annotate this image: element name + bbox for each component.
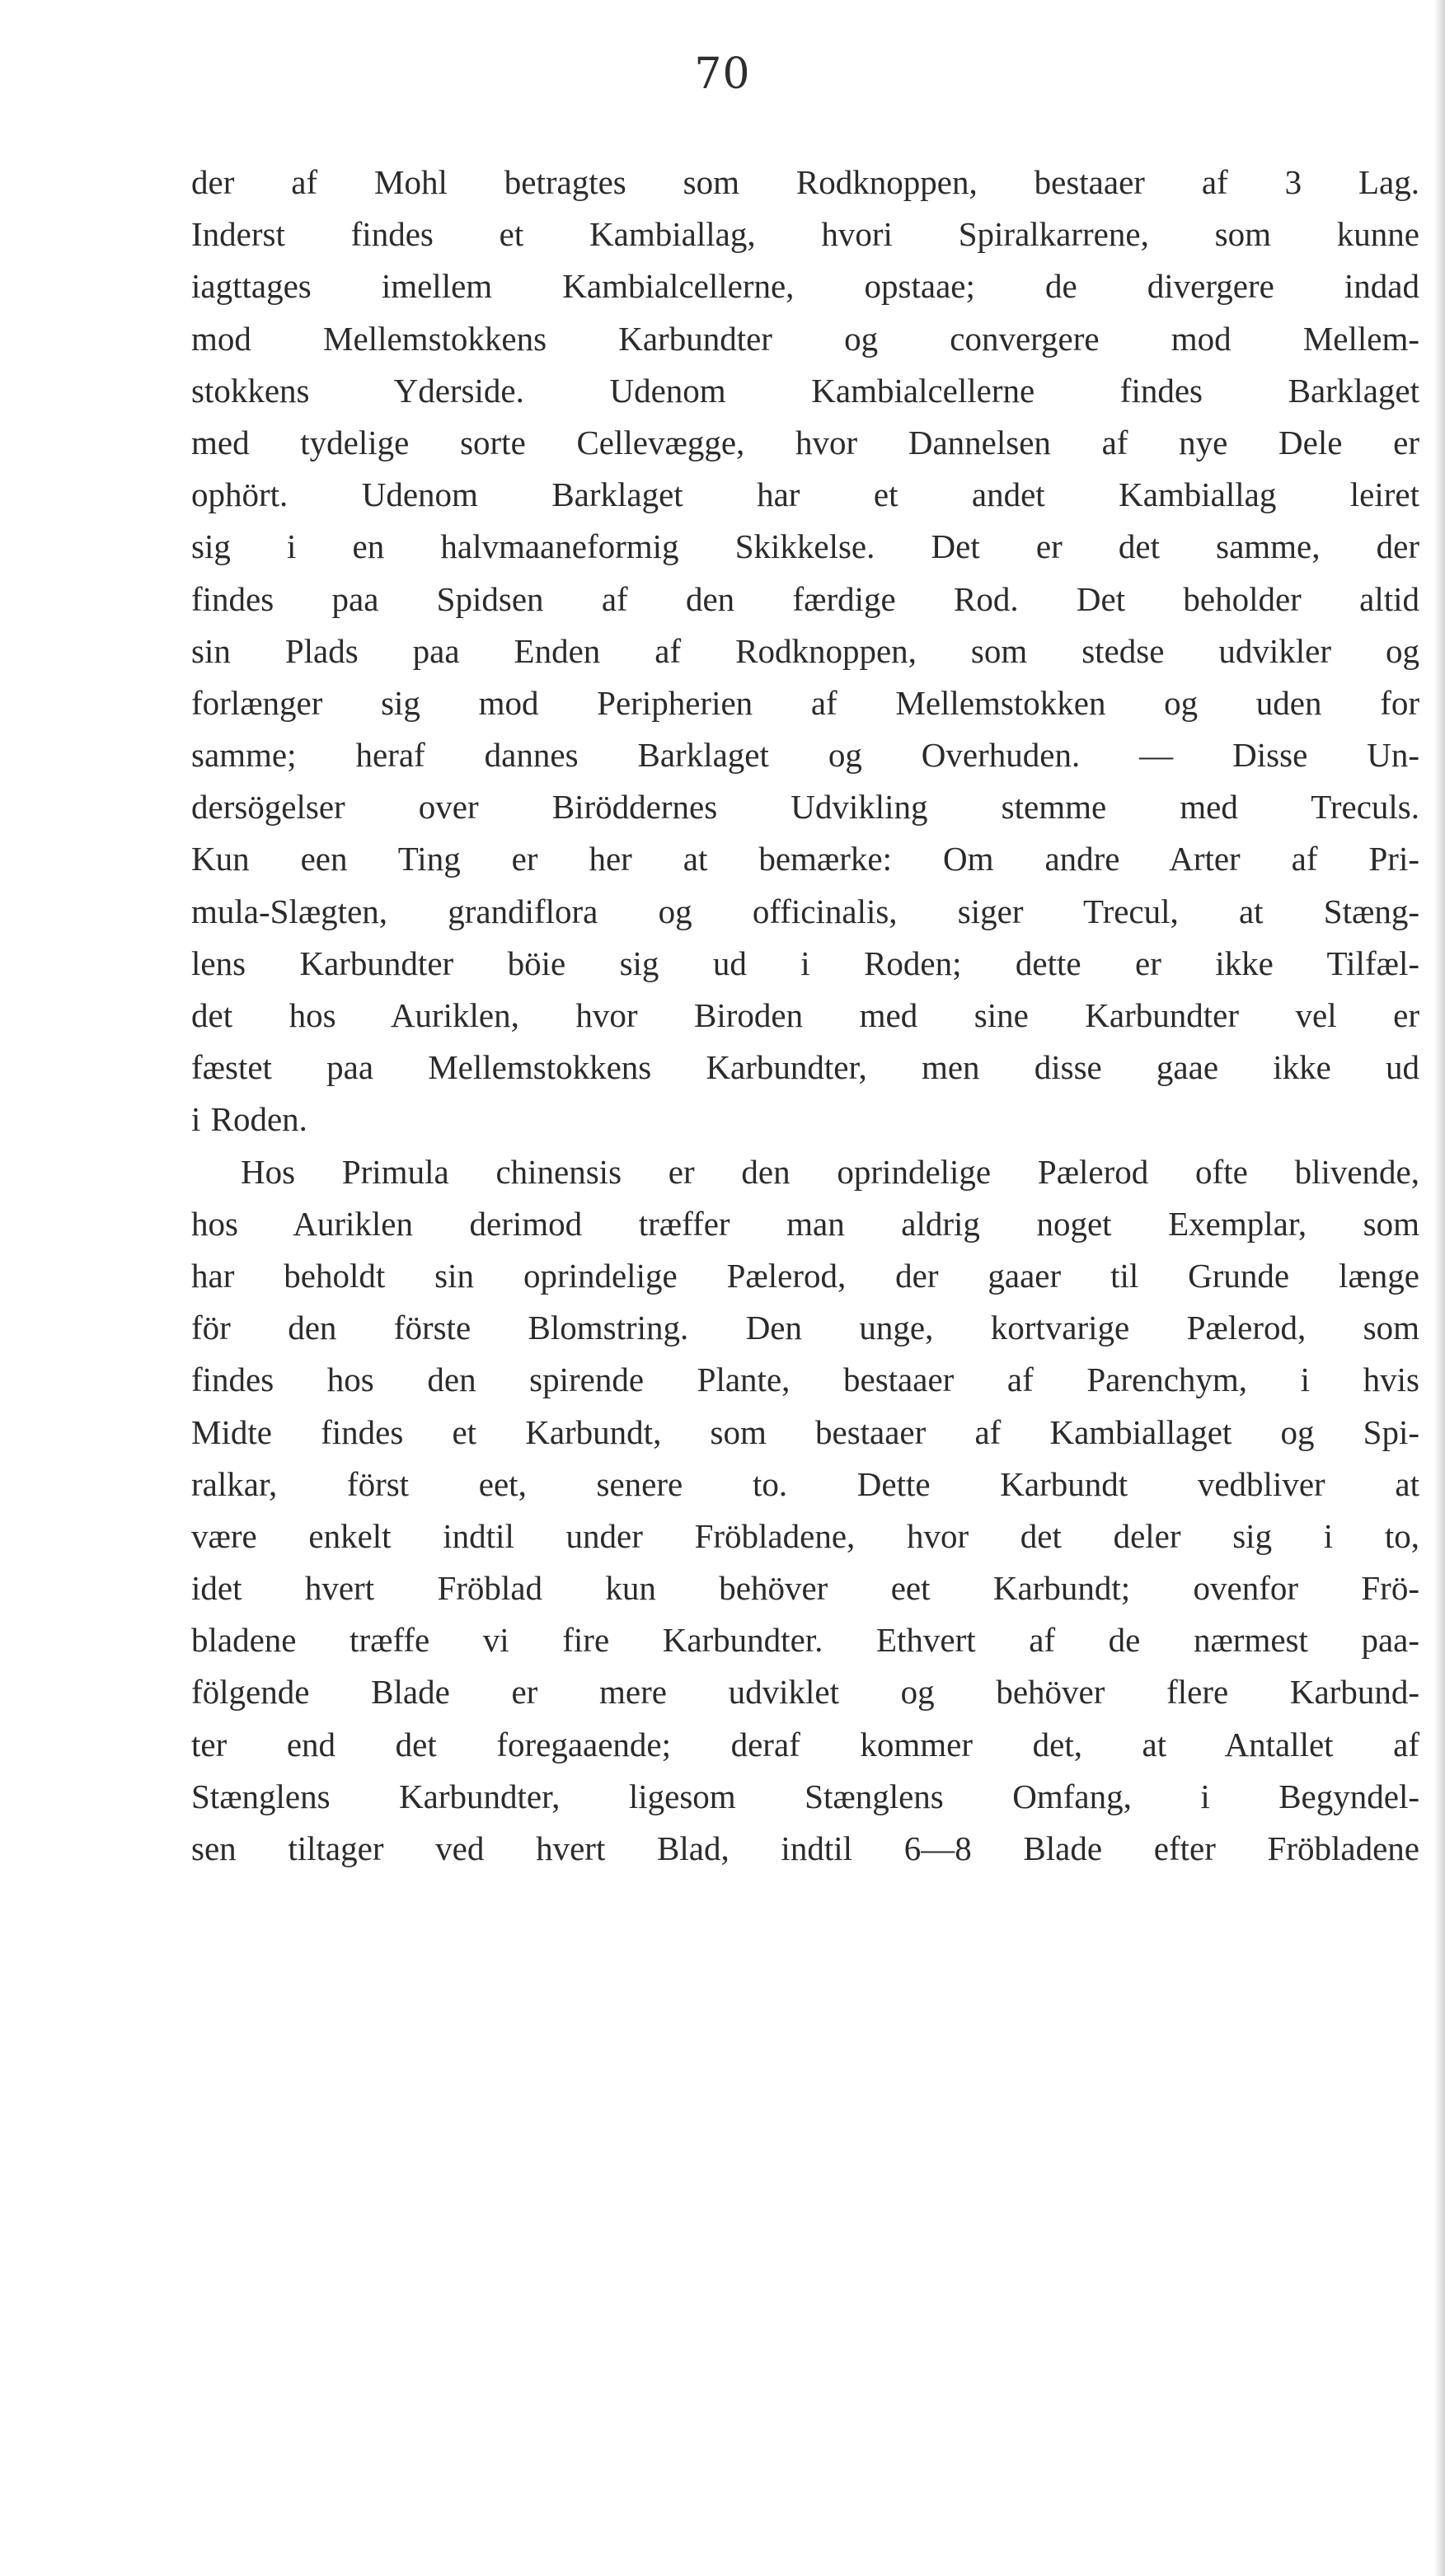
text-line: har beholdt sin oprindelige Pælerod, der gaaer til Grunde længe xyxy=(191,1256,1419,1295)
body-text xyxy=(191,157,1419,1875)
text-line: iagttages imellem Kambialcellerne, opstaae; de divergere indad xyxy=(191,267,1419,306)
text-line: findes hos den spirende Plante, bestaaer af Parenchym, i hvis xyxy=(191,1361,1419,1399)
page-edge-shadow xyxy=(1433,0,1445,2576)
text-line: stokkens Yderside. Udenom Kambialcellerne findes Barklaget xyxy=(191,371,1419,410)
text-line: samme; heraf dannes Barklaget og Overhuden. — Disse Un- xyxy=(191,736,1419,775)
text-line: ter end det foregaaende; deraf kommer det, at Antallet af xyxy=(191,1725,1419,1763)
text-line: för den förste Blomstring. Den unge, kortvarige Pælerod, som xyxy=(191,1309,1419,1347)
text-line: der af Mohl betragtes som Rodknoppen, bestaaer af 3 Lag. xyxy=(191,163,1419,201)
text-line: hos Auriklen derimod træffer man aldrig noget Exemplar, som xyxy=(191,1204,1419,1243)
text-line: findes paa Spidsen af den færdige Rod. Det beholder altid xyxy=(191,579,1419,618)
text-line: bladene træffe vi fire Karbundter. Ethvert af de nærmest paa- xyxy=(191,1621,1419,1660)
text-line: være enkelt indtil under Fröbladene, hvor det deler sig i to, xyxy=(191,1516,1419,1555)
text-line: ralkar, först eet, senere to. Dette Karbundt vedbliver at xyxy=(191,1464,1419,1503)
text-line: Inderst findes et Kambiallag, hvori Spiralkarrene, som kunne xyxy=(191,215,1419,254)
text-line: Kun een Ting er her at bemærke: Om andre Arter af Pri- xyxy=(191,840,1419,878)
text-line: i Roden. xyxy=(191,1100,307,1139)
text-line: fæstet paa Mellemstokkens Karbundter, men disse gaae ikke ud xyxy=(191,1048,1419,1087)
text-line: Hos Primula chinensis er den oprindelige Pælerod ofte blivende, xyxy=(241,1152,1419,1191)
text-line: fölgende Blade er mere udviklet og behöver flere Karbund- xyxy=(191,1673,1419,1712)
text-line: det hos Auriklen, hvor Biroden med sine Karbundter vel er xyxy=(191,996,1419,1034)
text-line: ophört. Udenom Barklaget har et andet Kambiallag leiret xyxy=(191,475,1419,514)
text-line: idet hvert Fröblad kun behöver eet Karbundt; ovenfor Frö- xyxy=(191,1569,1419,1608)
text-line: sen tiltager ved hvert Blad, indtil 6—8 Blade efter Fröbladene xyxy=(191,1829,1419,1867)
text-line: Midte findes et Karbundt, som bestaaer af Kambiallaget og Spi- xyxy=(191,1412,1419,1451)
text-line: Stænglens Karbundter, ligesom Stænglens Omfang, i Begyndel- xyxy=(191,1777,1419,1815)
text-line: forlænger sig mod Peripherien af Mellemstokken og uden for xyxy=(191,683,1419,722)
text-line: dersögelser over Biröddernes Udvikling stemme med Treculs. xyxy=(191,788,1419,827)
text-line: sin Plads paa Enden af Rodknoppen, som stedse udvikler og xyxy=(191,631,1419,670)
text-line: med tydelige sorte Cellevægge, hvor Dannelsen af nye Dele er xyxy=(191,423,1419,461)
text-line: sig i en halvmaaneformig Skikkelse. Det er det samme, der xyxy=(191,527,1419,566)
text-line: mod Mellemstokkens Karbundter og convergere mod Mellem- xyxy=(191,319,1419,358)
text-line: lens Karbundter böie sig ud i Roden; dette er ikke Tilfæl- xyxy=(191,944,1419,982)
page-number: 70 xyxy=(694,49,751,99)
text-line: mula-Slægten, grandiflora og officinalis, siger Trecul, at Stæng- xyxy=(191,892,1419,930)
